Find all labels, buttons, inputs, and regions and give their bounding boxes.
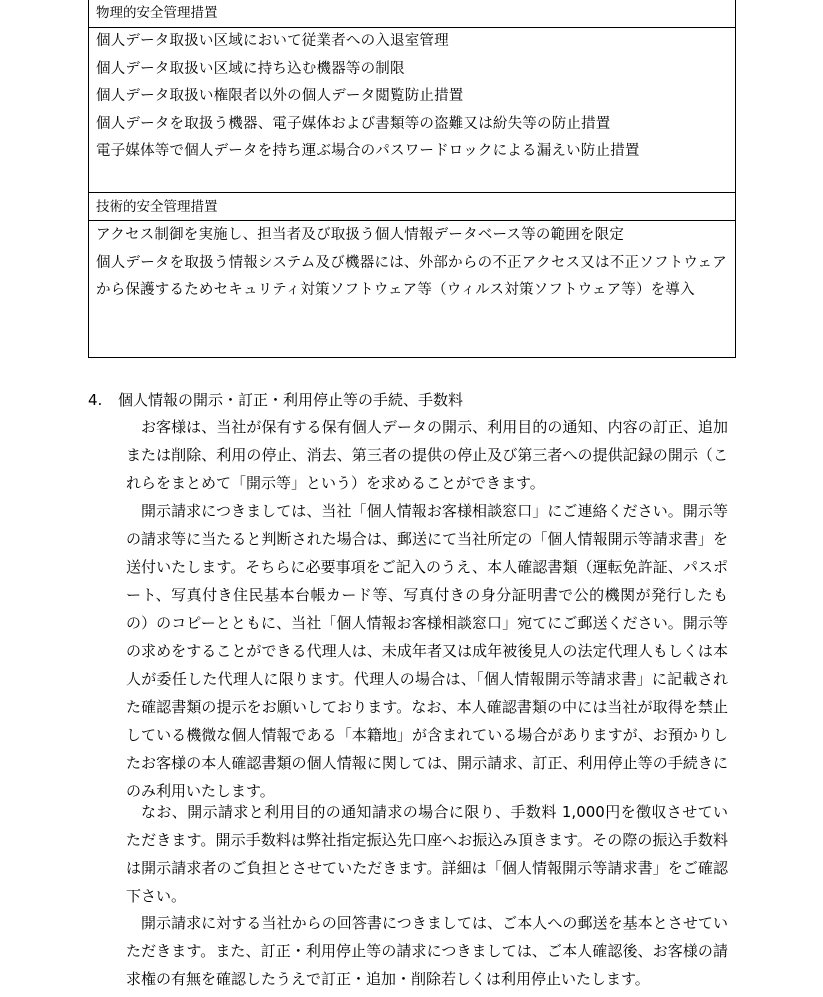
list-item: 個人データ取扱い権限者以外の個人データ閲覧防止措置 xyxy=(96,88,464,104)
list-item: アクセス制御を実施し、担当者及び取扱う個人情報データベース等の範囲を限定 xyxy=(96,227,625,243)
list-item: 個人データを取扱う情報システム及び機器には、外部からの不正アクセス又は不正ソフトウェアから保護するためセキュリティ対策ソフトウェア等（ウィルス対策ソフトウェア等）を導入 xyxy=(96,254,727,298)
paragraph: 開示請求に対する当社からの回答書につきましては、ご本人への郵送を基本とさせていただきます。また、訂正・利用停止等の請求につきましては、ご本人確認後、お客様の請求権の有無を確認したうえで訂正・追加・削除若しくは利用停止いたします。 xyxy=(126,914,728,988)
paragraph: 開示請求につきましては、当社「個人情報お客様相談窓口」にご連絡ください。開示等の請求等に当たると判断された場合は、郵送にて当社所定の「個人情報開示等請求書」を送付いたします。そちらに必要事項をご記入のうえ、本人確認書類（運転免許証、パスポート、写真付き住民基本台帳カード等、写真付きの身分証明書で公的機関が発行したもの）のコピーとともに、当社「個人情報お客様相談窓口」宛てにご郵送ください。開示等の求めをすることができる代理人は、未成年者又は成年被後見人の法定代理人もしくは本人が委任した代理人に限ります。代理人の場合は、「個人情報開示等請求書」に記載された確認書類の提示をお願いしております。なお、本人確認書類の中には当社が取得を禁止している機微な個人情報である「本籍地」が含まれている場合がありますが、お預かりしたお客様の本人確認書類の個人情報に関しては、開示請求、訂正、利用停止等の手続きにのみ利用いたします。 xyxy=(126,502,728,800)
paragraph: お客様は、当社が保有する保有個人データの開示、利用目的の通知、内容の訂正、追加または削除、利用の停止、消去、第三者の提供の停止及び第三者への提供記録の開示（これらをまとめて「開示等」という）を求めることができます。 xyxy=(126,418,728,492)
section-number: 4. xyxy=(88,391,103,409)
list-item: 個人データ取扱い区域に持ち込む機器等の制限 xyxy=(96,60,405,77)
list-item: 個人データ取扱い区域において従業者への入退室管理 xyxy=(96,33,449,49)
paragraph: なお、開示請求と利用目的の通知請求の場合に限り、手数料 1,000円を徴収させていただきます。開示手数料は弊社指定振込先口座へお振込み頂きます。その際の振込手数料は開示請求者のご負担とさせていただきます。詳細は「個人情報開示等請求書」をご確認下さい。 xyxy=(126,803,728,905)
list-item: 電子媒体等で個人データを持ち運ぶ場合のパスワードロックによる漏えい防止措置 xyxy=(96,143,640,159)
physical-measures-title: 物理的安全管理措置 xyxy=(89,0,735,28)
physical-measures-list xyxy=(89,28,735,166)
technical-measures-list xyxy=(89,221,735,305)
technical-measures-table xyxy=(88,192,736,358)
section-heading xyxy=(88,386,463,414)
technical-measures-title: 技術的安全管理措置 xyxy=(89,193,735,221)
list-item: 個人データを取扱う機器、電子媒体および書類等の盗難又は紛失等の防止措置 xyxy=(96,115,611,132)
section-title: 個人情報の開示・訂正・利用停止等の手続、手数料 xyxy=(118,391,464,409)
physical-measures-table xyxy=(88,0,736,193)
